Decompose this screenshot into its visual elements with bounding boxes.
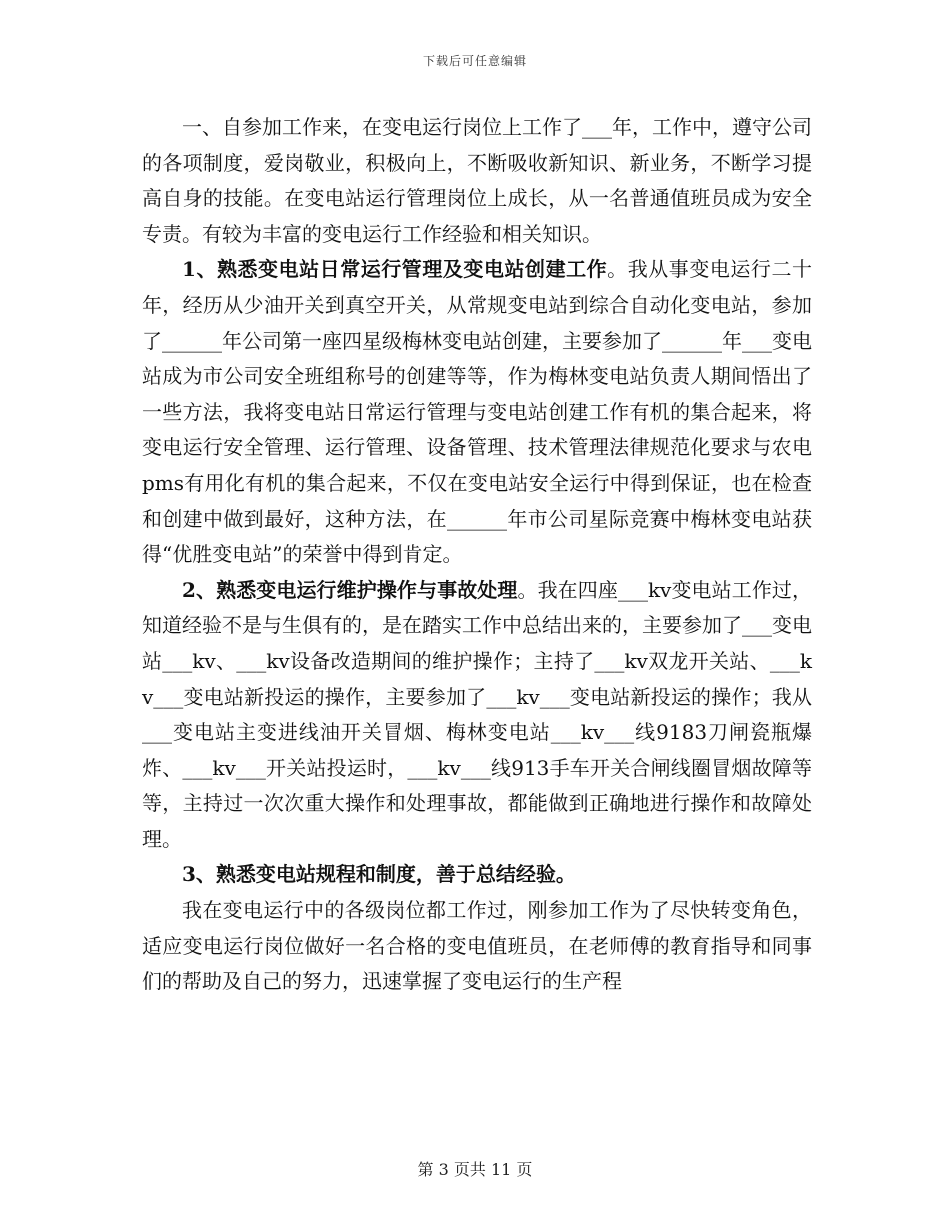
paragraph-intro — [142, 110, 812, 252]
page-number: 第 3 页共 11 页 — [417, 1160, 533, 1179]
page-header-note: 下载后可任意编辑 — [422, 54, 527, 68]
section-heading-2: 2、熟悉变电运行维护操作与事故处理 — [182, 577, 518, 602]
paragraph-text: 我在变电运行中的各级岗位都工作过，刚参加工作为了尽快转变角色，适应变电运行岗位做好一名合格的变电值班员，在老师傅的教育指导和同事们的帮助及自己的努力，迅速掌握了变电运行的生产程 — [142, 898, 812, 994]
paragraph-body — [142, 893, 812, 1000]
paragraph-text: 。我从事变电运行二十年，经历从少油开关到真空开关，从常规变电站到综合自动化变电站，参加了______年公司第一座四星级梅林变电站创建，主要参加了______年___变电站成为市公司安全班组称号的创建等等，作为梅林变电站负责人期间悟出了一些方法，我将变电站日常运行管理与变电站创建工作有机的集合起来，将变电运行安全管理、运行管理、设备管理、技术管理法律规范化要求与农电pms有用化有机的集合起来，不仅在变电站安全运行中得到保证，也在检查和创建中做到最好，这种方法，在______年市公司星际竞赛中梅林变电站获得“优胜变电站”的荣誉中得到肯定。 — [142, 257, 812, 567]
paragraph-section-2 — [142, 573, 812, 858]
section-heading-1: 1、熟悉变电站日常运行管理及变电站创建工作 — [182, 257, 608, 282]
paragraph-section-3 — [142, 857, 812, 893]
paragraph-text: 一、自参加工作来，在变电运行岗位上工作了___年，工作中，遵守公司的各项制度，爱岗敬业，积极向上，不断吸收新知识、新业务，不断学习提高自身的技能。在变电站运行管理岗位上成长，从一名普通值班员成为安全专责。有较为丰富的变电运行工作经验和相关知识。 — [142, 115, 812, 246]
document-body — [142, 110, 812, 1000]
paragraph-section-1 — [142, 252, 812, 572]
section-heading-3: 3、熟悉变电站规程和制度，善于总结经验。 — [182, 862, 576, 887]
paragraph-text: 。我在四座___kv变电站工作过，知道经验不是与生俱有的，是在踏实工作中总结出来的，主要参加了___变电站___kv、___kv设备改造期间的维护操作；主持了___kv双龙开关站、___kv___变电站新投运的操作，主要参加了___kv___变电站新投运的操作；我从___变电站主变进线油开关冒烟、梅林变电站___kv___线9183刀闸瓷瓶爆炸、___kv___开关站投运时，___kv___线913手车开关合闸线圈冒烟故障等等，主持过一次次重大操作和处理事故，都能做到正确地进行操作和故障处理。 — [142, 577, 813, 851]
